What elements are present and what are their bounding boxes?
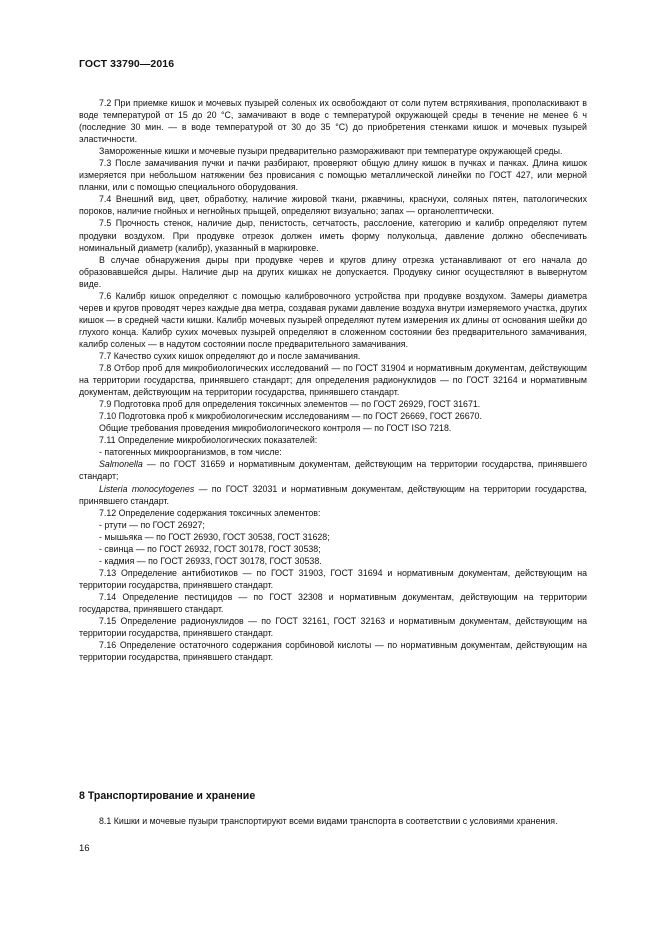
paragraph-holes: В случае обнаружения дыры при продувке черев и кругов длину отрезка устанавливают от его начала до образовавшейся дыры. Наличие дыр на других кишках не допускается. Продувку синюг осуществляют в вывернутом виде. xyxy=(79,254,587,289)
document-header: ГОСТ 33790—2016 xyxy=(79,58,175,70)
paragraph-7-5: 7.5 Прочность стенок, наличие дыр, пенистость, сетчатость, расслоение, категорию и калибр определяют путем продувки воздухом. При продувке отрезок должен иметь форму полукольца, давление должно обеспечивать номинальный диаметр (калибр), указанный в маркировке. xyxy=(79,218,587,253)
paragraph-pathogens: - патогенных микроорганизмов, в том числе: xyxy=(99,447,282,458)
main-text xyxy=(79,97,587,663)
section-8-title: 8 Транспортирование и хранение xyxy=(79,790,256,802)
paragraph-7-4: 7.4 Внешний вид, цвет, обработку, наличие жировой ткани, ржавчины, краснухи, соляных пятен, патологических пороков, наличие гнойных и негнойных прыщей, определяют визуально; запах — органолептически. xyxy=(79,194,587,217)
paragraph-listeria xyxy=(79,483,587,507)
salmonella-name: Salmonella xyxy=(99,459,143,470)
paragraph-salmonella xyxy=(79,458,587,482)
paragraph-7-10: 7.10 Подготовка проб к микробиологическим исследованиям — по ГОСТ 26669, ГОСТ 26670. xyxy=(99,411,482,422)
paragraph-7-8: 7.8 Отбор проб для микробиологических исследований — по ГОСТ 31904 и нормативным документам, действующим на территории государства, принявшего стандарт; для определения радионуклидов — по ГОСТ 32164 и нормативным документам, действующим на территории государства, принявшего стандарт. xyxy=(79,363,587,398)
paragraph-general-req: Общие требования проведения микробиологического контроля — по ГОСТ ISO 7218. xyxy=(99,423,452,434)
listeria-text: — по ГОСТ 32031 и нормативным документам, действующим на территории государства, принявшего стандарт. xyxy=(79,483,587,506)
paragraph-7-9: 7.9 Подготовка проб для определения токсичных элементов — по ГОСТ 26929, ГОСТ 31671. xyxy=(99,399,481,410)
paragraph-7-15: 7.15 Определение радионуклидов — по ГОСТ 32161, ГОСТ 32163 и нормативным документам, действующим на территории государства, принявшего стандарт. xyxy=(79,616,587,639)
paragraph-7-13: 7.13 Определение антибиотиков — по ГОСТ 31903, ГОСТ 31694 и нормативным документам, действующим на территории государства, принявшего стандарт. xyxy=(79,567,587,590)
paragraph-7-16: 7.16 Определение остаточного содержания сорбиновой кислоты — по нормативным документам, действующим на территории государства, принявшего стандарт. xyxy=(79,640,587,663)
paragraph-7-12: 7.12 Определение содержания токсичных элементов: xyxy=(99,507,321,518)
list-item-mercury: - ртути — по ГОСТ 26927; xyxy=(99,519,205,530)
paragraph-7-14: 7.14 Определение пестицидов — по ГОСТ 32308 и нормативным документам, действующим на территории государства, принявшего стандарт. xyxy=(79,591,587,614)
section-8-body xyxy=(79,815,587,827)
list-item-arsenic: - мышьяка — по ГОСТ 26930, ГОСТ 30538, ГОСТ 31628; xyxy=(99,531,330,542)
paragraph-7-6: 7.6 Калибр кишок определяют с помощью калибровочного устройства при продувке воздухом. Замеры диаметра черев и кругов проводят через каждые два метра, создавая руками давление воздуха внутри измеряемого участка, других кишок — в средней части кишки. Калибр мочевых пузырей определяют путем измерения их длины от основания шейки до глухого конца. Калибр сухих мочевых пузырей определяют в сложенном состоянии без предварительного замачивания, калибр соленых — в надутом состоянии после предварительного замачивания. xyxy=(79,290,587,349)
list-item-cadmium: - кадмия — по ГОСТ 26933, ГОСТ 30178, ГОСТ 30538. xyxy=(99,555,322,566)
paragraph-frozen: Замороженные кишки и мочевые пузыри предварительно размораживают при температуре окружающей среды. xyxy=(99,146,563,157)
paragraph-7-3: 7.3 После замачивания пучки и пачки разбирают, проверяют общую длину кишок в пучках и пачках. Длина кишок измеряется при небольшом натяжении без провисания с помощью металлической линейки по ГОСТ 427, или мерной планки, или с помощью специального оборудования. xyxy=(79,158,587,193)
salmonella-text: — по ГОСТ 31659 и нормативным документам, действующим на территории государства, принявшего стандарт; xyxy=(79,459,587,482)
paragraph-7-11: 7.11 Определение микробиологических показателей: xyxy=(99,435,318,446)
page-number: 16 xyxy=(79,843,90,854)
paragraph-8-1: 8.1 Кишки и мочевые пузыри транспортируют всеми видами транспорта в соответствии с условиями хранения. xyxy=(99,816,558,826)
paragraph-7-2: 7.2 При приемке кишок и мочевых пузырей соленых их освобождают от соли путем встряхивания, прополаскивают в воде температурой от 15 до 20 °С, замачивают в воде с температурой окружающей среды в течение не менее 6 ч (последние 30 мин. — в воде температурой от 30 до 35 °С) до приобретения стенками кишок и мочевых пузырей эластичности. xyxy=(79,98,587,145)
paragraph-7-7: 7.7 Качество сухих кишок определяют до и после замачивания. xyxy=(99,350,361,361)
list-item-lead: - свинца — по ГОСТ 26932, ГОСТ 30178, ГОСТ 30538; xyxy=(99,543,321,554)
listeria-name: Listeria monocytogenes xyxy=(99,483,195,494)
